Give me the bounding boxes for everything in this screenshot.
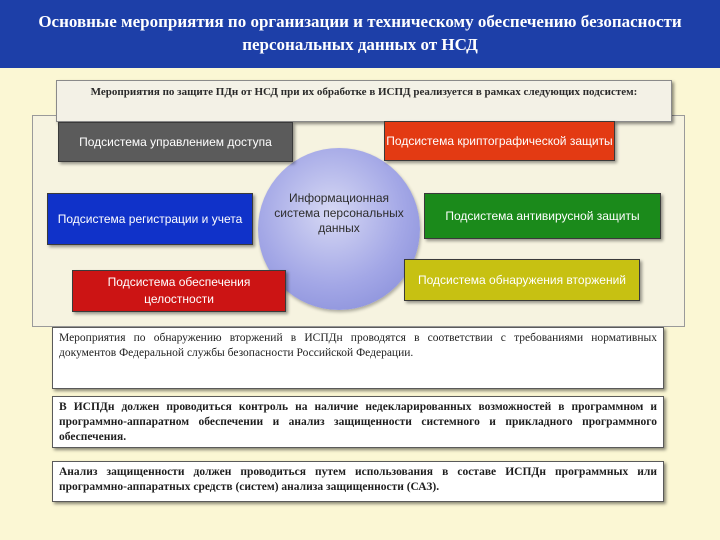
note-security-analysis: Анализ защищенности должен проводиться путем использования в составе ИСПДн программных или программно-аппаратных средств (систем) анализа защищенности (САЗ). [52, 461, 664, 502]
page-title: Основные мероприятия по организации и техническому обеспечению безопасности персональных данных от НСД [0, 0, 720, 68]
subsystem-antivirus: Подсистема антивирусной защиты [424, 193, 661, 239]
subsystem-intrusion-detection: Подсистема обнаружения вторжений [404, 259, 640, 301]
subsystem-integrity: Подсистема обеспечения целостности [72, 270, 286, 312]
subsystems-intro-box: Мероприятия по защите ПДн от НСД при их обработке в ИСПД реализуется в рамках следующих подсистем: [56, 80, 672, 122]
note-undeclared-capabilities: В ИСПДн должен проводиться контроль на наличие недекларированных возможностей в программном и программно-аппаратном обеспечении и анализ защищенности системного и прикладного программного обеспечения. [52, 396, 664, 448]
subsystem-access-control: Подсистема управлением доступа [58, 122, 293, 162]
ispdn-center-label: Информационная система персональных данных [274, 191, 404, 235]
note-intrusion-detection: Мероприятия по обнаружению вторжений в ИСПДн проводятся в соответствии с требованиями нормативных документов Федеральной службы безопасности Российской Федерации. [52, 327, 664, 389]
subsystem-crypto-protection: Подсистема криптографической защиты [384, 121, 615, 161]
subsystem-registration: Подсистема регистрации и учета [47, 193, 253, 245]
